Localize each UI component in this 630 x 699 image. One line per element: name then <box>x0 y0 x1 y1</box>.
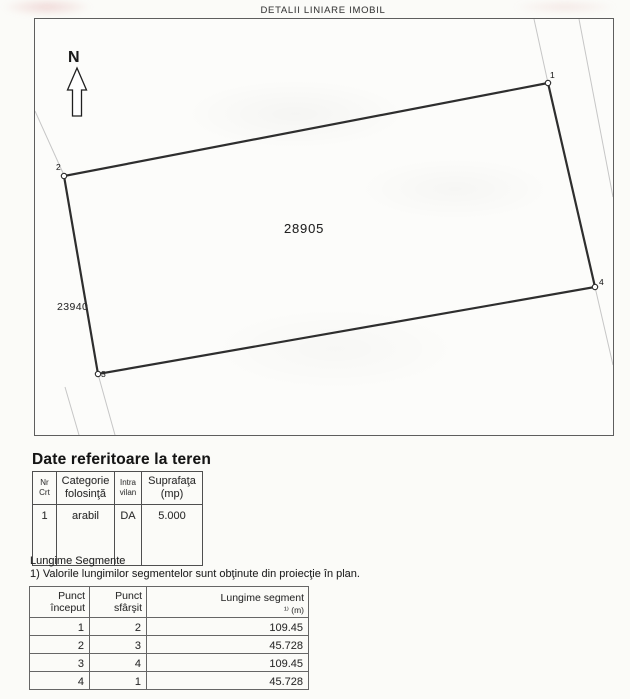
faint-boundary-line <box>579 19 613 197</box>
page-title: DETALII LINIARE IMOBIL <box>260 5 386 16</box>
segment-length: 109.45 <box>147 618 309 636</box>
segment-length: 45.728 <box>147 672 309 690</box>
segment-end: 1 <box>90 672 147 690</box>
segment-end: 4 <box>90 654 147 672</box>
teren-cell-categorie: arabil <box>57 505 115 566</box>
segment-row <box>30 636 309 654</box>
vertex-marker-1 <box>545 80 550 85</box>
vertex-label-3: 3 <box>101 369 106 379</box>
segments-col-length-label: Lungime segment <box>220 592 304 605</box>
teren-cell-suprafata: 5.000 <box>142 505 203 566</box>
teren-table <box>32 471 203 566</box>
faint-boundary-line <box>65 387 79 435</box>
teren-col-intravilan: Intra vilan <box>115 472 142 505</box>
segment-start: 2 <box>30 636 90 654</box>
segment-start: 1 <box>30 618 90 636</box>
vertex-label-1: 1 <box>550 70 555 80</box>
segments-note: 1) Valorile lungimilor segmentelor sunt obţinute din proiecţie în plan. <box>30 568 360 580</box>
segments-table <box>29 586 309 690</box>
teren-col-nr: Nr Crt <box>33 472 57 505</box>
segments-col-length-unit: ¹⁾ (m) <box>283 604 304 615</box>
parcel-number-label: 28905 <box>284 221 325 236</box>
vertex-label-2: 2 <box>56 162 61 172</box>
vertex-marker-2 <box>61 173 66 178</box>
segment-end: 3 <box>90 636 147 654</box>
vertex-marker-4 <box>592 284 597 289</box>
teren-heading: Date referitoare la teren <box>32 451 212 468</box>
segment-end: 2 <box>90 618 147 636</box>
parcel-map-frame <box>34 18 614 436</box>
faint-boundary-line <box>595 287 613 365</box>
neighbor-parcel-number-label: 23940 <box>57 301 89 313</box>
segment-row <box>30 654 309 672</box>
faint-boundary-line <box>98 374 115 435</box>
faint-boundary-line <box>534 19 548 83</box>
parcel-polygon <box>64 83 595 374</box>
vertex-marker-3 <box>95 371 100 376</box>
teren-col-suprafata: Suprafaţa (mp) <box>142 472 203 505</box>
segments-col-end: Punct sfârşit <box>90 587 147 618</box>
segment-length: 109.45 <box>147 654 309 672</box>
segment-row <box>30 672 309 690</box>
segments-col-start: Punct început <box>30 587 90 618</box>
north-label: N <box>68 49 80 66</box>
segment-length: 45.728 <box>147 636 309 654</box>
teren-cell-nr: 1 <box>33 505 57 566</box>
segment-start: 4 <box>30 672 90 690</box>
north-arrow-icon <box>68 68 87 116</box>
segments-heading: Lungime Segmente <box>30 555 126 567</box>
parcel-map-svg <box>35 19 613 435</box>
segment-row <box>30 618 309 636</box>
teren-cell-intravilan: DA <box>115 505 142 566</box>
teren-col-categorie: Categorie folosinţă <box>57 472 115 505</box>
segment-start: 3 <box>30 654 90 672</box>
segments-col-length <box>147 587 309 618</box>
vertex-label-4: 4 <box>599 277 604 287</box>
